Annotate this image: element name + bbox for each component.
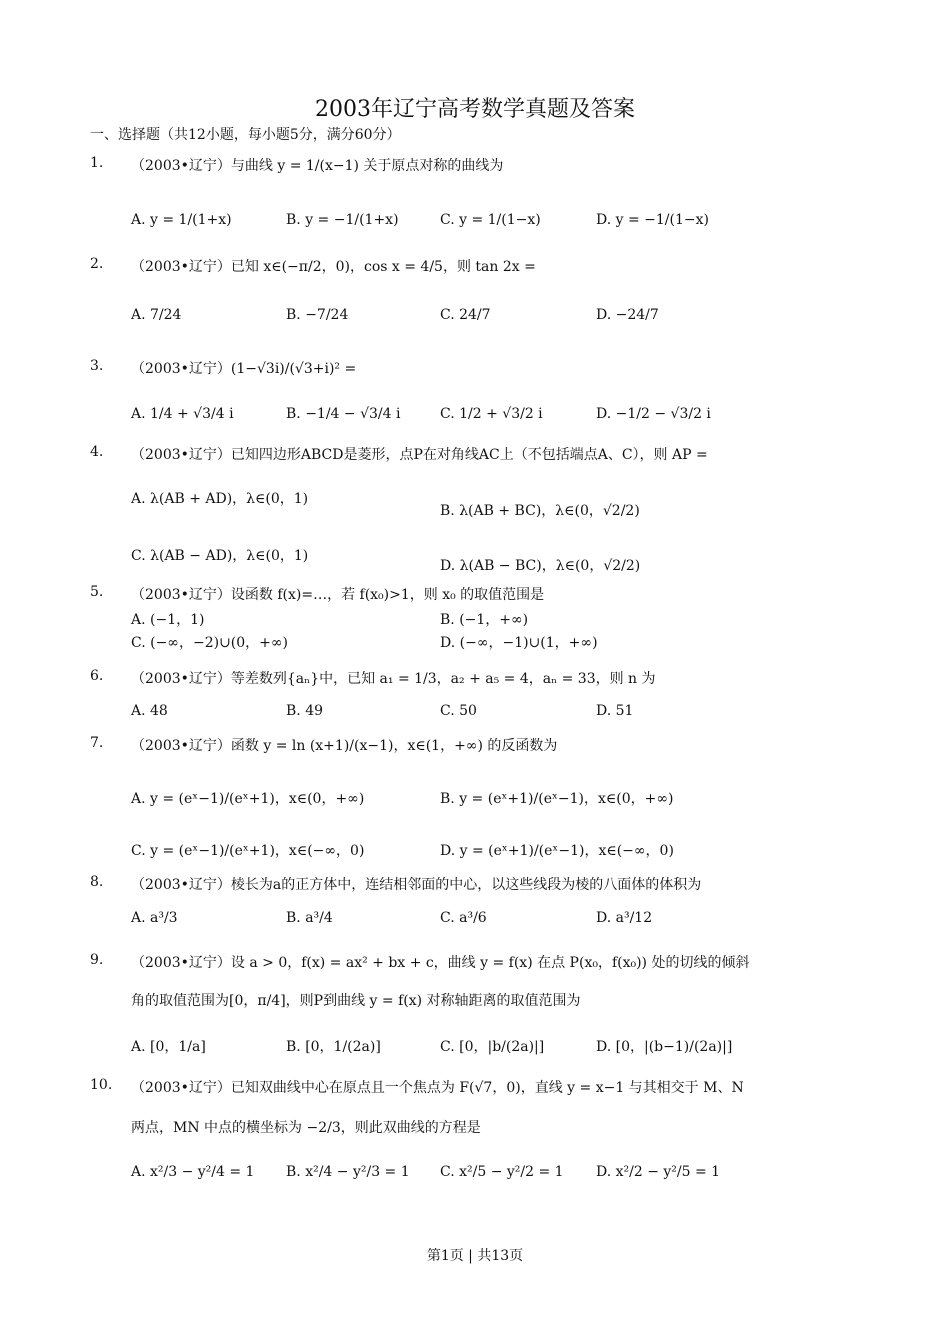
option-a: A. 48 — [131, 703, 168, 719]
option-b: B. a³/4 — [286, 910, 333, 926]
question-stem: （2003•辽宁）已知双曲线中心在原点且一个焦点为 F(√7，0)，直线 y = x−1 与其相交于 M、N — [131, 1080, 744, 1096]
question-stem-line2: 两点，MN 中点的横坐标为 −2/3，则此双曲线的方程是 — [131, 1120, 481, 1136]
question-number: 10. — [90, 1077, 113, 1093]
question-stem: （2003•辽宁）等差数列{aₙ}中，已知 a₁ = 1/3，a₂ + a₅ = 4，aₙ = 33，则 n 为 — [131, 671, 656, 687]
option-c: C. λ(AB − AD)，λ∈(0，1) — [131, 548, 309, 564]
option-c: C. (−∞，−2)∪(0，+∞) — [131, 635, 289, 651]
option-a: A. 7/24 — [131, 307, 182, 323]
option-d: D. y = (eˣ+1)/(eˣ−1)，x∈(−∞，0) — [440, 843, 674, 859]
question-stem: （2003•辽宁）与曲线 y = 1/(x−1) 关于原点对称的曲线为 — [131, 158, 504, 174]
question-number: 3. — [90, 358, 104, 374]
option-a: A. y = 1/(1+x) — [131, 212, 232, 228]
option-a: A. y = (eˣ−1)/(eˣ+1)，x∈(0，+∞) — [131, 791, 365, 807]
option-a: A. λ(AB + AD)，λ∈(0，1) — [131, 491, 309, 507]
option-b: B. 49 — [286, 703, 324, 719]
option-a: A. 1/4 + √3/4 i — [131, 406, 234, 422]
question-number: 4. — [90, 444, 104, 460]
option-c: C. 1/2 + √3/2 i — [440, 406, 543, 422]
question-number: 1. — [90, 155, 104, 171]
question-number: 9. — [90, 952, 104, 968]
option-b: B. y = (eˣ+1)/(eˣ−1)，x∈(0，+∞) — [440, 791, 674, 807]
option-c: C. y = 1/(1−x) — [440, 212, 541, 228]
option-b: B. x²/4 − y²/3 = 1 — [286, 1164, 410, 1180]
option-d: D. −1/2 − √3/2 i — [596, 406, 711, 422]
option-c: C. a³/6 — [440, 910, 487, 926]
question-stem: （2003•辽宁）棱长为a的正方体中，连结相邻面的中心，以这些线段为棱的八面体的体积为 — [131, 877, 702, 893]
question-stem: （2003•辽宁）设函数 f(x)=…，若 f(x₀)>1，则 x₀ 的取值范围是 — [131, 587, 545, 603]
question-number: 5. — [90, 584, 104, 600]
option-c: C. x²/5 − y²/2 = 1 — [440, 1164, 564, 1180]
option-a: A. (−1，1) — [131, 612, 205, 628]
question-stem: （2003•辽宁）函数 y = ln (x+1)/(x−1)，x∈(1，+∞) 的反函数为 — [131, 738, 558, 754]
option-a: A. [0，1/a] — [131, 1039, 206, 1055]
page-title: 2003年辽宁高考数学真题及答案 — [315, 97, 635, 122]
question-number: 6. — [90, 668, 104, 684]
option-b: B. y = −1/(1+x) — [286, 212, 399, 228]
option-b: B. (−1，+∞) — [440, 612, 529, 628]
option-b: B. −7/24 — [286, 307, 349, 323]
option-a: A. a³/3 — [131, 910, 178, 926]
option-b: B. λ(AB + BC)，λ∈(0，√2/2) — [440, 503, 640, 519]
option-c: C. y = (eˣ−1)/(eˣ+1)，x∈(−∞，0) — [131, 843, 365, 859]
option-d: D. 51 — [596, 703, 634, 719]
option-c: C. 50 — [440, 703, 477, 719]
question-number: 7. — [90, 735, 104, 751]
question-stem-line2: 角的取值范围为[0，π/4]，则P到曲线 y = f(x) 对称轴距离的取值范围为 — [131, 993, 581, 1009]
option-a: A. x²/3 − y²/4 = 1 — [131, 1164, 255, 1180]
question-number: 8. — [90, 874, 104, 890]
option-d: D. λ(AB − BC)，λ∈(0，√2/2) — [440, 558, 641, 574]
option-d: D. y = −1/(1−x) — [596, 212, 709, 228]
option-b: B. −1/4 − √3/4 i — [286, 406, 401, 422]
option-d: D. a³/12 — [596, 910, 653, 926]
page-footer: 第1页 | 共13页 — [426, 1248, 524, 1264]
question-stem: （2003•辽宁）已知 x∈(−π/2，0)，cos x = 4/5，则 tan 2x = — [131, 259, 536, 275]
option-c: C. 24/7 — [440, 307, 491, 323]
section-heading: 一、选择题（共12小题，每小题5分，满分60分） — [90, 127, 401, 143]
question-stem: （2003•辽宁）(1−√3i)/(√3+i)² = — [131, 361, 357, 377]
option-d: D. −24/7 — [596, 307, 659, 323]
option-d: D. [0，|(b−1)/(2a)|] — [596, 1039, 733, 1055]
option-c: C. [0，|b/(2a)|] — [440, 1039, 545, 1055]
option-d: D. (−∞，−1)∪(1，+∞) — [440, 635, 598, 651]
question-number: 2. — [90, 256, 104, 272]
question-stem: （2003•辽宁）设 a > 0，f(x) = ax² + bx + c，曲线 y = f(x) 在点 P(x₀，f(x₀)) 处的切线的倾斜 — [131, 955, 750, 971]
question-stem: （2003•辽宁）已知四边形ABCD是菱形，点P在对角线AC上（不包括端点A、C），则 AP = — [131, 447, 708, 463]
option-d: D. x²/2 − y²/5 = 1 — [596, 1164, 721, 1180]
option-b: B. [0，1/(2a)] — [286, 1039, 381, 1055]
